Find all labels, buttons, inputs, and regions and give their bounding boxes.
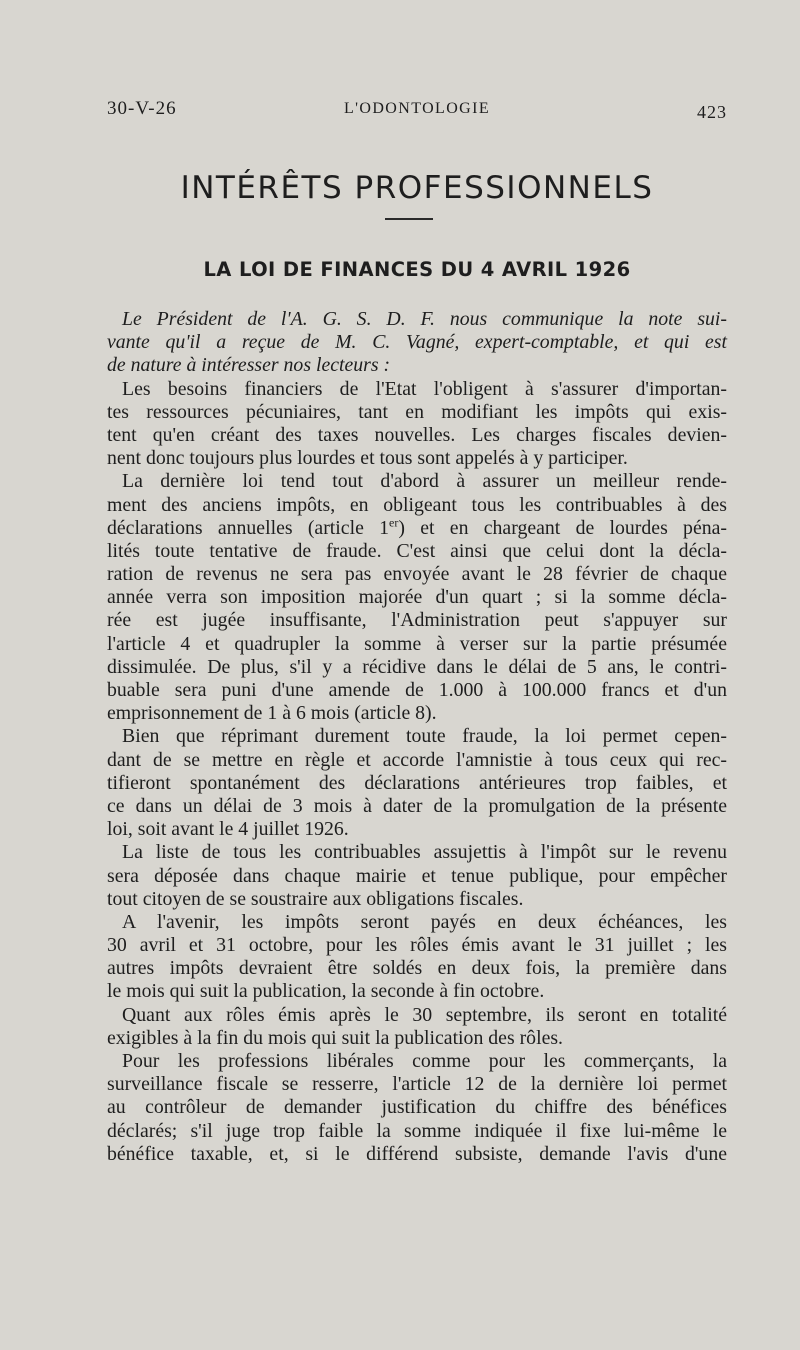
page-number: 423: [697, 102, 727, 122]
text-line: autres impôts devraient être soldés en deux fois, la première dans: [107, 957, 727, 980]
article-title: LA LOI DE FINANCES DU 4 AVRIL 1926: [203, 258, 631, 281]
text-line: Quant aux rôles émis après le 30 septembre, ils seront en totalité: [122, 1003, 727, 1026]
text-line: Les besoins financiers de l'Etat l'obligent à s'assurer d'importan-: [122, 377, 727, 400]
text-line: Bien que réprimant durement toute fraude, la loi permet cepen-: [122, 725, 727, 748]
text-line: bénéfice taxable, et, si le différend subsiste, demande l'avis d'une: [107, 1142, 727, 1165]
text-line: tes ressources pécuniaires, tant en modifiant les impôts qui exis-: [107, 400, 727, 423]
text-line: exigibles à la fin du mois qui suit la publication des rôles.: [107, 1026, 563, 1049]
text-line: dant de se mettre en règle et accorde l'amnistie à tous ceux qui rec-: [107, 748, 727, 771]
article-body: [107, 308, 727, 1166]
text-line: de nature à intéresser nos lecteurs :: [107, 354, 391, 377]
journal-name: L'ODONTOLOGIE: [343, 100, 491, 117]
text-line: Le Président de l'A. G. S. D. F. nous communique la note sui-: [122, 308, 727, 330]
text-line: au contrôleur de demander justification du chiffre des bénéfices: [107, 1096, 727, 1119]
title-rule: [385, 218, 433, 220]
text-line: déclarés; s'il juge trop faible la somme indiquée il fixe lui-même le: [107, 1119, 727, 1142]
text-line: vante qu'il a reçue de M. C. Vagné, expert-comptable, et qui est: [107, 331, 727, 354]
text-line: déclarations annuelles (article 1er) et en chargeant de lourdes péna-: [107, 515, 727, 539]
text-line: tout citoyen de se soustraire aux obligations fiscales.: [107, 887, 524, 910]
text-line: ce dans un délai de 3 mois à dater de la promulgation de la présente: [107, 794, 727, 817]
text-line: dissimulée. De plus, s'il y a récidive dans le délai de 5 ans, le contri-: [107, 655, 727, 678]
section-title: INTÉRÊTS PROFESSIONNELS: [180, 170, 654, 206]
text-line: ration de revenus ne sera pas envoyée avant le 28 février de chaque: [107, 563, 727, 586]
text-line: lités toute tentative de fraude. C'est ainsi que celui dont la décla-: [107, 539, 727, 562]
text-line: ment des anciens impôts, en obligeant tous les contribuables à des: [107, 493, 727, 516]
text-line: année verra son imposition majorée d'un quart ; si la somme décla-: [107, 586, 727, 609]
text-line: rée est jugée insuffisante, l'Administration peut s'appuyer sur: [107, 609, 727, 632]
text-line: sera déposée dans chaque mairie et tenue publique, pour empêcher: [107, 864, 727, 887]
issue-date: 30-V-26: [107, 98, 177, 119]
text-line: A l'avenir, les impôts seront payés en deux échéances, les: [122, 910, 727, 933]
text-line: tent qu'en créant des taxes nouvelles. Les charges fiscales devien-: [107, 423, 727, 446]
text-line: loi, soit avant le 4 juillet 1926.: [107, 818, 349, 841]
text-line: buable sera puni d'une amende de 1.000 à 100.000 francs et d'un: [107, 679, 727, 701]
text-line: nent donc toujours plus lourdes et tous sont appelés à y participer.: [107, 447, 628, 470]
text-line: l'article 4 et quadrupler la somme à verser sur la partie présumée: [107, 632, 727, 655]
text-line: Pour les professions libérales comme pour les commerçants, la: [122, 1050, 727, 1072]
running-head: [107, 98, 727, 126]
text-line: emprisonnement de 1 à 6 mois (article 8).: [107, 702, 437, 725]
text-line: surveillance fiscale se resserre, l'article 12 de la dernière loi permet: [107, 1073, 727, 1096]
text-line: La dernière loi tend tout d'abord à assurer un meilleur rende-: [122, 470, 727, 493]
text-line: 30 avril et 31 octobre, pour les rôles émis avant le 31 juillet ; les: [107, 934, 727, 957]
text-line: La liste de tous les contribuables assujettis à l'impôt sur le revenu: [122, 841, 727, 864]
text-line: le mois qui suit la publication, la seconde à fin octobre.: [107, 980, 545, 1003]
text-line: tifieront spontanément des déclarations antérieures trop faibles, et: [107, 771, 727, 794]
